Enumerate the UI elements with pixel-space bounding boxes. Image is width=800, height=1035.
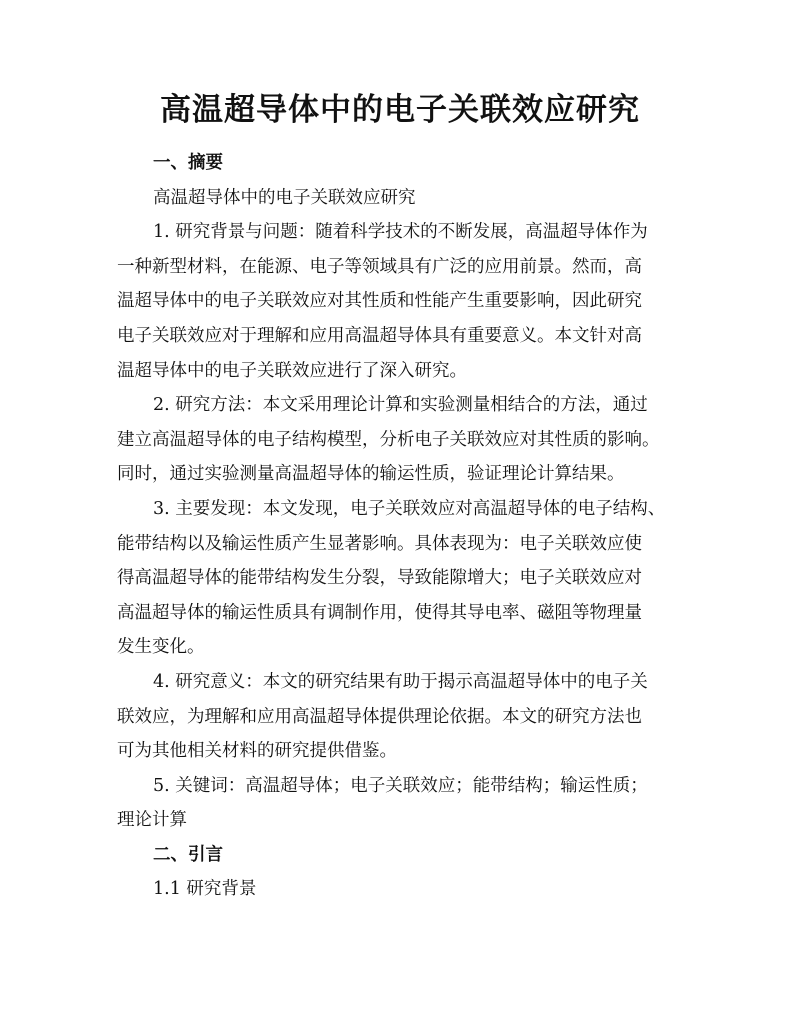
paragraph-keywords-line-2: 理论计算: [117, 810, 187, 831]
paragraph-keywords-line-1: 5. 关键词：高温超导体；电子关联效应；能带结构；输运性质；: [153, 775, 648, 796]
document-body: [117, 146, 697, 907]
paragraph-background-line-4: 电子关联效应对于理解和应用高温超导体具有重要意义。本文针对高: [117, 325, 642, 346]
paragraph-background-line-1: 1. 研究背景与问题：随着科学技术的不断发展，高温超导体作为: [153, 222, 648, 243]
paragraph-findings-line-4: 高温超导体的输运性质具有调制作用，使得其导电率、磁阻等物理量: [117, 602, 642, 623]
paragraph-significance-line-1: 4. 研究意义：本文的研究结果有助于揭示高温超导体中的电子关: [153, 671, 648, 692]
paragraph-findings-line-5: 发生变化。: [117, 637, 205, 658]
abstract-subtitle: 高温超导体中的电子关联效应研究: [153, 187, 416, 208]
paragraph-background-line-3: 温超导体中的电子关联效应对其性质和性能产生重要影响，因此研究: [117, 291, 642, 312]
paragraph-findings-line-3: 得高温超导体的能带结构发生分裂，导致能隙增大；电子关联效应对: [117, 568, 642, 589]
document-title: 高温超导体中的电子关联效应研究: [160, 92, 640, 128]
paragraph-findings-line-1: 3. 主要发现：本文发现，电子关联效应对高温超导体的电子结构、: [153, 498, 666, 519]
section-heading-abstract: 一、摘要: [153, 153, 223, 173]
paragraph-significance-line-2: 联效应，为理解和应用高温超导体提供理论依据。本文的研究方法也: [117, 706, 642, 727]
section-heading-introduction: 二、引言: [153, 844, 223, 865]
paragraph-background-line-2: 一种新型材料，在能源、电子等领域具有广泛的应用前景。然而，高: [117, 256, 642, 277]
paragraph-significance-line-3: 可为其他相关材料的研究提供借鉴。: [117, 741, 397, 762]
paragraph-findings-line-2: 能带结构以及输运性质产生显著影响。具体表现为：电子关联效应使: [117, 533, 642, 554]
subsection-heading-background: 1.1 研究背景: [153, 879, 257, 900]
paragraph-method-line-2: 建立高温超导体的电子结构模型，分析电子关联效应对其性质的影响。: [117, 429, 660, 450]
paragraph-background-line-5: 温超导体中的电子关联效应进行了深入研究。: [117, 360, 467, 381]
paragraph-method-line-1: 2. 研究方法：本文采用理论计算和实验测量相结合的方法，通过: [153, 395, 648, 416]
paragraph-method-line-3: 同时，通过实验测量高温超导体的输运性质，验证理论计算结果。: [117, 464, 625, 485]
